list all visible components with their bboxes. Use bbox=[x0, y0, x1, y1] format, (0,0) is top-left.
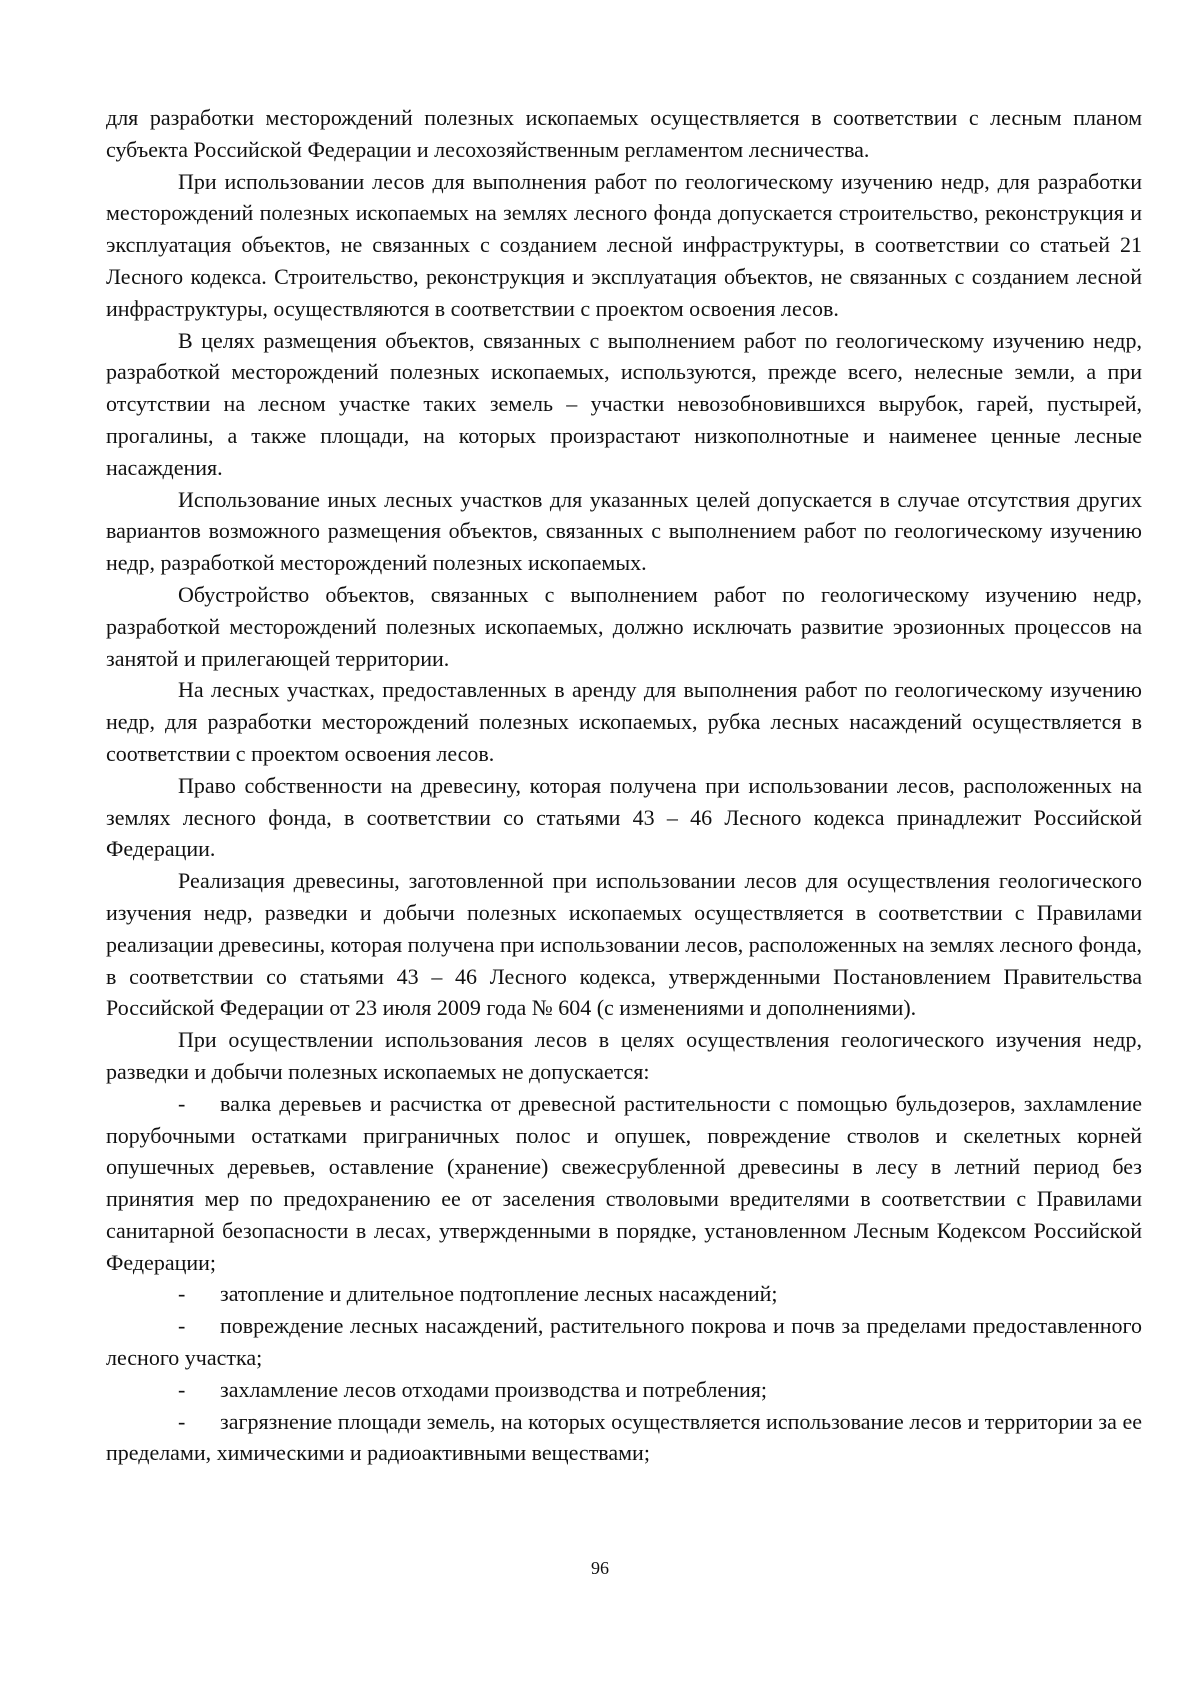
bullet-marker: - bbox=[178, 1313, 186, 1339]
page-number: 96 bbox=[591, 1558, 609, 1578]
document-body bbox=[106, 102, 1142, 1469]
paragraph: В целях размещения объектов, связанных с выполнением работ по геологическому изучению недр, разработкой месторождений полезных ископаемых, используются, прежде всего, нелесные земли, а при отсутствии на лесном участке таких земель – участки невозобновившихся вырубок, гарей, пустырей, прогалины, а также площади, на которых произрастают низкополнотные и наименее ценные лесные насаждения. bbox=[106, 327, 1142, 480]
bullet-marker: - bbox=[178, 1090, 186, 1116]
list-item-text: загрязнение площади земель, на которых осуществляется использование лесов и территории за ее пределами, химическими и радиоактивными веществами; bbox=[106, 1408, 1142, 1466]
list-item-text: затопление и длительное подтопление лесных насаждений; bbox=[220, 1281, 778, 1307]
bullet-marker: - bbox=[178, 1408, 186, 1434]
paragraph: Право собственности на древесину, которая получена при использовании лесов, расположенных на землях лесного фонда, в соответствии со статьями 43 – 46 Лесного кодекса принадлежит Российской Федерации. bbox=[106, 772, 1142, 862]
bullet-marker: - bbox=[178, 1281, 186, 1307]
list-item bbox=[106, 1374, 1142, 1406]
list-item-text: валка деревьев и расчистка от древесной растительности с помощью бульдозеров, захламление порубочными остатками приграничных полос и опушек, повреждение стволов и скелетных корней опушечных деревьев, оставление (хранение) свежесрубленной древесины в лесу в летний период без принятия мер по предохранению ее от заселения стволовыми вредителями в соответствии с Правилами санитарной безопасности в лесах, утвержденными в порядке, установленном Лесным Кодексом Российской Федерации; bbox=[106, 1090, 1142, 1275]
paragraph: Использование иных лесных участков для указанных целей допускается в случае отсутствия других вариантов возможного размещения объектов, связанных с выполнением работ по геологическому изучению недр, разработкой месторождений полезных ископаемых. bbox=[106, 486, 1142, 576]
paragraph: На лесных участках, предоставленных в аренду для выполнения работ по геологическому изучению недр, для разработки месторождений полезных ископаемых, рубка лесных насаждений осуществляется в соответствии с проектом освоения лесов. bbox=[106, 677, 1142, 766]
list-item bbox=[106, 1088, 1142, 1279]
paragraph: При осуществлении использования лесов в целях осуществления геологического изучения недр, разведки и добычи полезных ископаемых не допускается: bbox=[106, 1027, 1142, 1084]
paragraph: Реализация древесины, заготовленной при использовании лесов для осуществления геологического изучения недр, разведки и добычи полезных ископаемых осуществляется в соответствии с Правилами реализации древесины, которая получена при использовании лесов, расположенных на землях лесного фонда, в соответствии со статьями 43 – 46 Лесного кодекса, утвержденными Постановлением Правительства Российской Федерации от 23 июля 2009 года № 604 (с изменениями и дополнениями). bbox=[106, 868, 1142, 1021]
list-item bbox=[106, 1406, 1142, 1470]
list-item bbox=[106, 1278, 1142, 1310]
list-item-text: повреждение лесных насаждений, растительного покрова и почв за пределами предоставленного лесного участка; bbox=[106, 1313, 1142, 1371]
paragraph-continuation: для разработки месторождений полезных ископаемых осуществляется в соответствии с лесным планом субъекта Российской Федерации и лесохозяйственным регламентом лесничества. bbox=[106, 105, 1142, 162]
bullet-marker: - bbox=[178, 1376, 186, 1402]
paragraph: При использовании лесов для выполнения работ по геологическому изучению недр, для разработки месторождений полезных ископаемых на землях лесного фонда допускается строительство, реконструкция и эксплуатация объектов, не связанных с созданием лесной инфраструктуры, в соответствии со статьей 21 Лесного кодекса. Строительство, реконструкция и эксплуатация объектов, не связанных с созданием лесной инфраструктуры, осуществляются в соответствии с проектом освоения лесов. bbox=[106, 168, 1142, 321]
list-item bbox=[106, 1310, 1142, 1374]
list-item-text: захламление лесов отходами производства и потребления; bbox=[220, 1376, 767, 1402]
paragraph: Обустройство объектов, связанных с выполнением работ по геологическому изучению недр, разработкой месторождений полезных ископаемых, должно исключать развитие эрозионных процессов на занятой и прилегающей территории. bbox=[106, 581, 1142, 671]
